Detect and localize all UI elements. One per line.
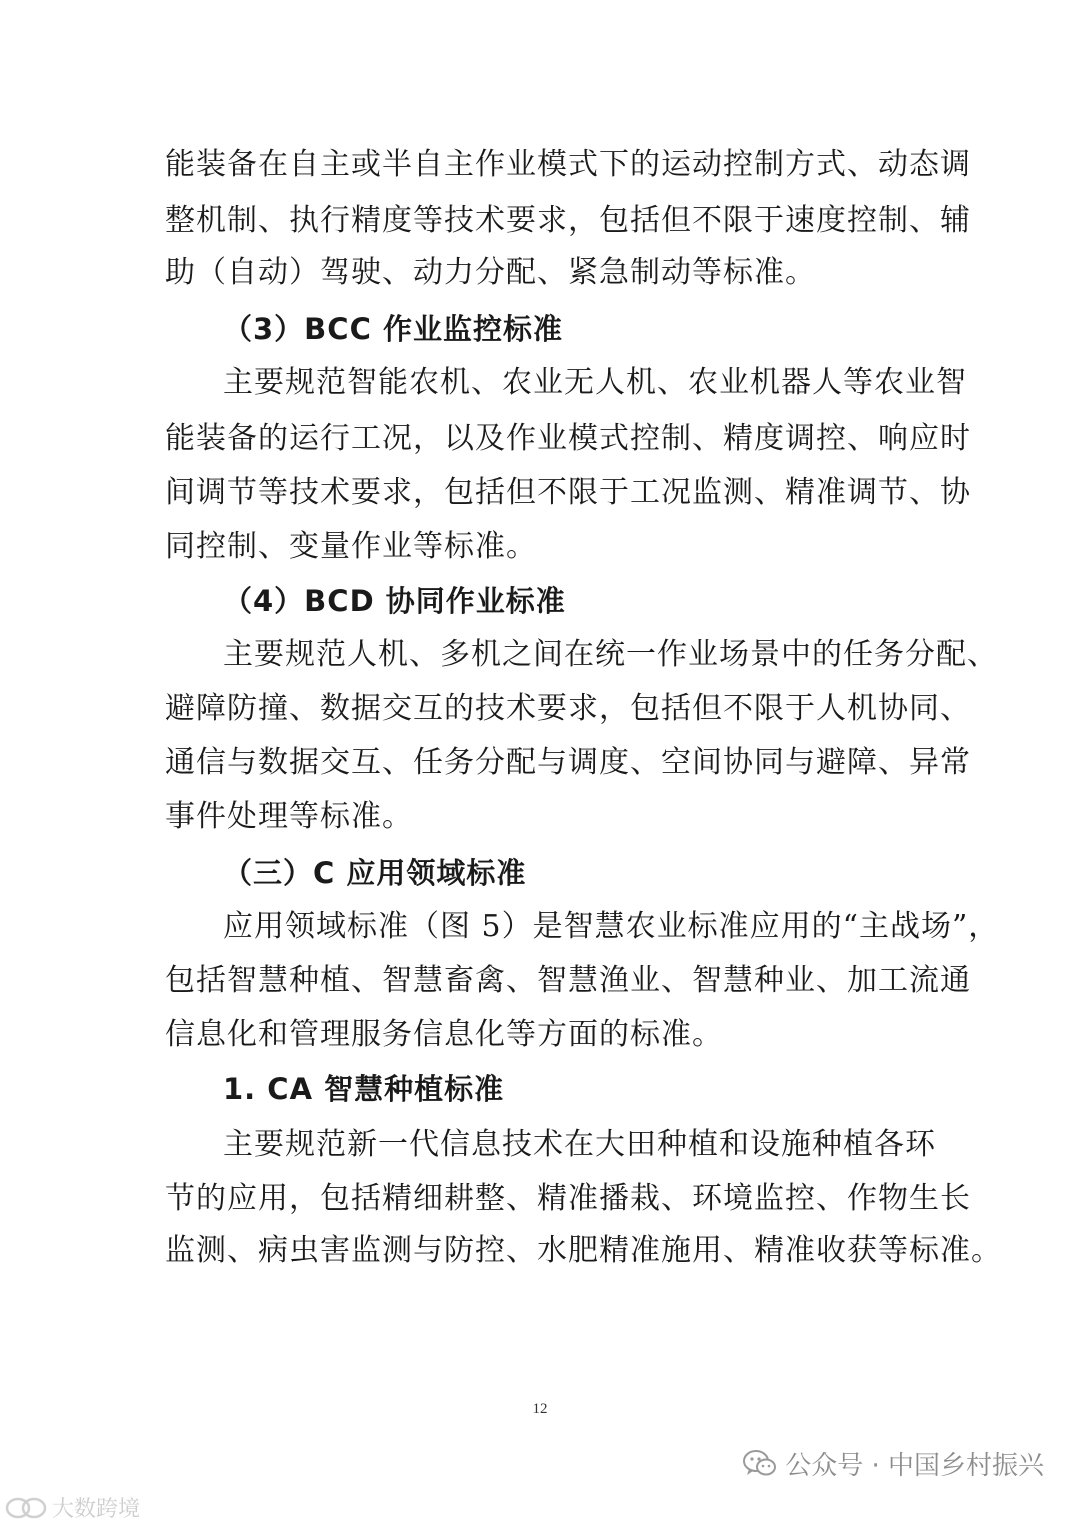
section-heading: 1. CA 智慧种植标准 [223,1072,505,1106]
body-line: 包括智慧种植、智慧畜禽、智慧渔业、智慧种业、加工流通 [165,963,971,998]
body-line: 整机制、执行精度等技术要求，包括但不限于速度控制、辅 [165,203,971,238]
section-heading: （三）C 应用领域标准 [223,856,527,890]
wechat-watermark [743,1445,1044,1482]
brand-watermark-text: 大数跨境 [52,1497,141,1522]
wechat-watermark-text: 公众号 · 中国乡村振兴 [785,1451,1044,1481]
brand-watermark [4,1492,140,1523]
body-line: 间调节等技术要求，包括但不限于工况监测、精准调节、协 [165,475,971,510]
body-line: 监测、病虫害监测与防控、水肥精准施用、精准收获等标准。 [165,1233,1002,1268]
body-line: 主要规范新一代信息技术在大田种植和设施种植各环 [223,1127,936,1162]
body-line: 主要规范智能农机、农业无人机、农业机器人等农业智 [223,365,967,400]
body-line: 信息化和管理服务信息化等方面的标准。 [165,1017,723,1052]
body-line: 应用领域标准（图 5）是智慧农业标准应用的“主战场”， [223,909,1000,944]
body-line: 同控制、变量作业等标准。 [165,529,537,564]
body-line: 助（自动）驾驶、动力分配、紧急制动等标准。 [165,255,816,290]
body-line: 主要规范人机、多机之间在统一作业场景中的任务分配、 [223,637,998,672]
body-line: 通信与数据交互、任务分配与调度、空间协同与避障、异常 [165,745,971,780]
body-line: 节的应用，包括精细耕整、精准播栽、环境监控、作物生长 [165,1181,971,1216]
body-line: 避障防撞、数据交互的技术要求，包括但不限于人机协同、 [165,691,971,726]
section-heading: （3）BCC 作业监控标准 [223,312,563,346]
logo-icon [4,1495,48,1521]
body-line: 能装备的运行工况，以及作业模式控制、精度调控、响应时 [165,421,971,456]
body-line: 事件处理等标准。 [165,799,413,834]
page-number: 12 [532,1401,548,1417]
wechat-icon [743,1449,777,1479]
section-heading: （4）BCD 协同作业标准 [223,584,566,618]
body-line: 能装备在自主或半自主作业模式下的运动控制方式、动态调 [165,147,971,182]
